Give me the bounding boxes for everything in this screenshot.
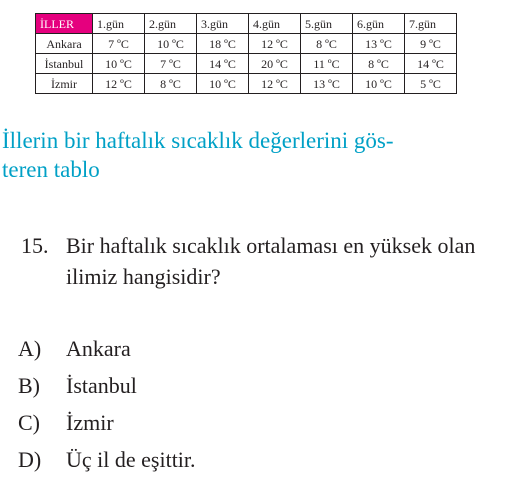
city-cell: Ankara: [36, 34, 93, 54]
answer-option-b[interactable]: [18, 371, 196, 408]
temperature-cell: 13 ºC: [353, 34, 405, 54]
temperature-cell: 10 ºC: [353, 74, 405, 94]
day-header: 4.gün: [249, 14, 301, 34]
option-text: İzmir: [66, 410, 114, 435]
day-header: 6.gün: [353, 14, 405, 34]
answer-option-c[interactable]: [18, 408, 196, 445]
answer-option-d[interactable]: [18, 445, 196, 482]
option-text: Üç il de eşittir.: [66, 447, 196, 472]
temperature-cell: 8 ºC: [145, 74, 197, 94]
table-row: [36, 74, 457, 94]
table-header-row: [36, 14, 457, 34]
city-cell: İstanbul: [36, 54, 93, 74]
temperature-cell: 8 ºC: [353, 54, 405, 74]
temperature-cell: 18 ºC: [197, 34, 249, 54]
temperature-cell: 12 ºC: [93, 74, 145, 94]
day-header: 3.gün: [197, 14, 249, 34]
day-header: 7.gün: [405, 14, 457, 34]
table-row: [36, 34, 457, 54]
option-letter: C): [18, 410, 40, 435]
temperature-cell: 10 ºC: [145, 34, 197, 54]
temperature-cell: 13 ºC: [301, 74, 353, 94]
answer-option-a[interactable]: [18, 334, 196, 371]
temperature-cell: 20 ºC: [249, 54, 301, 74]
city-cell: İzmir: [36, 74, 93, 94]
temperature-cell: 9 ºC: [405, 34, 457, 54]
temperature-cell: 14 ºC: [405, 54, 457, 74]
table-row: [36, 54, 457, 74]
table-caption: İllerin bir haftalık sıcaklık değerlerini gös- teren tablo: [2, 128, 394, 182]
day-header: 1.gün: [93, 14, 145, 34]
option-letter: D): [18, 447, 42, 472]
temperature-cell: 8 ºC: [301, 34, 353, 54]
temperature-cell: 7 ºC: [93, 34, 145, 54]
day-header: 5.gün: [301, 14, 353, 34]
temperature-table: [35, 13, 457, 94]
temperature-cell: 5 ºC: [405, 74, 457, 94]
option-text: İstanbul: [66, 373, 137, 398]
option-letter: A): [18, 336, 42, 361]
option-letter: B): [18, 373, 40, 398]
question-text: Bir haftalık sıcaklık ortalaması en yüksek olan ilimiz hangisidir?: [66, 233, 476, 289]
table-corner-header: İLLER: [36, 14, 93, 34]
day-header: 2.gün: [145, 14, 197, 34]
question: [21, 230, 521, 292]
temperature-cell: 10 ºC: [197, 74, 249, 94]
question-number: 15.: [21, 233, 49, 258]
temperature-cell: 11 ºC: [301, 54, 353, 74]
temperature-cell: 12 ºC: [249, 34, 301, 54]
temperature-cell: 10 ºC: [93, 54, 145, 74]
answer-options: [18, 334, 196, 482]
temperature-cell: 14 ºC: [197, 54, 249, 74]
temperature-cell: 7 ºC: [145, 54, 197, 74]
temperature-cell: 12 ºC: [249, 74, 301, 94]
option-text: Ankara: [66, 336, 131, 361]
